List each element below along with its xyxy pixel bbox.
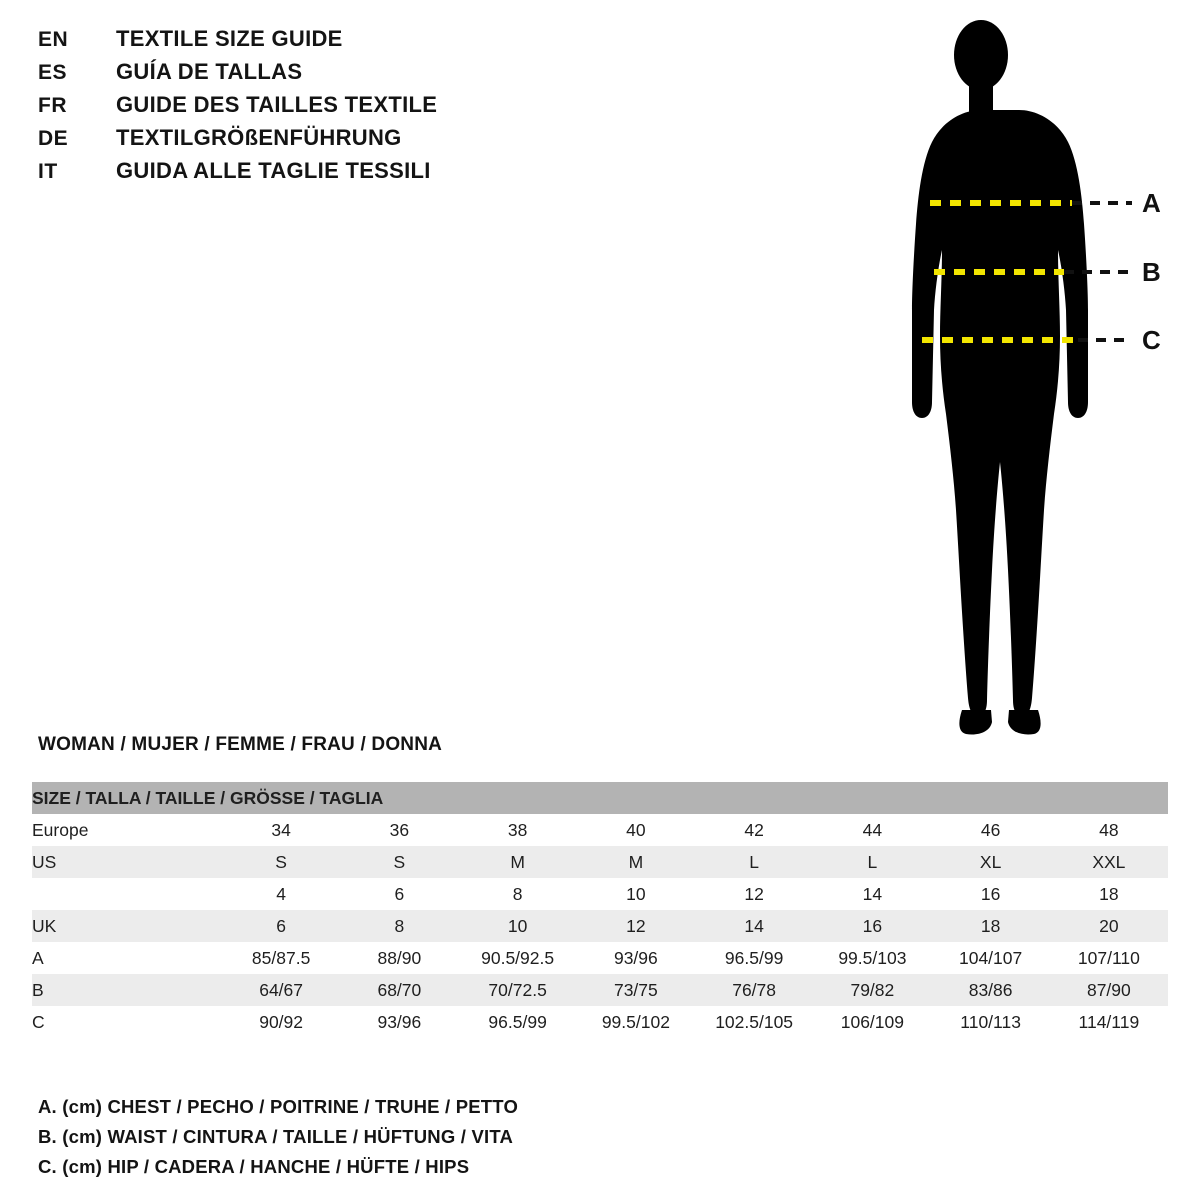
cell-uk-6: 16 [862, 915, 883, 936]
cell-b-5: 76/78 [732, 979, 777, 1000]
cell-uk-4: 12 [626, 915, 646, 936]
cell-europe-2: 36 [389, 819, 410, 840]
title-lang-fr: FR [38, 94, 67, 117]
title-row [38, 59, 658, 92]
title-row [38, 26, 658, 59]
cell-us-6: L [867, 851, 878, 872]
table-row [32, 910, 1168, 942]
cell-usnum-6: 14 [862, 883, 883, 904]
row-label-a: A [32, 947, 44, 968]
cell-c-7: 110/113 [960, 1011, 1021, 1032]
table-header-row [32, 782, 1168, 814]
row-label-us: US [32, 851, 57, 872]
cell-b-1: 64/67 [259, 979, 304, 1000]
table-row [32, 814, 1168, 846]
row-label-c: C [32, 1011, 45, 1032]
cell-b-4: 73/75 [613, 979, 658, 1000]
cell-europe-3: 38 [507, 819, 528, 840]
cell-b-7: 83/86 [968, 979, 1013, 1000]
title-text-en: TEXTILE SIZE GUIDE [116, 26, 343, 51]
cell-b-8: 87/90 [1086, 979, 1131, 1000]
row-label-b: B [32, 979, 44, 1000]
cell-usnum-5: 12 [744, 883, 764, 904]
title-lang-es: ES [38, 61, 68, 84]
table-row [32, 846, 1168, 878]
marker-label-c: C [1142, 325, 1161, 355]
cell-a-7: 104/107 [958, 947, 1023, 968]
title-text-de: TEXTILGRÖßENFÜHRUNG [116, 125, 402, 150]
title-row [38, 125, 658, 158]
marker-label-a: A [1142, 188, 1161, 218]
cell-europe-4: 40 [626, 819, 646, 840]
title-text-it: GUIDA ALLE TAGLIE TESSILI [116, 158, 431, 183]
table-row [32, 878, 1168, 910]
title-lang-de: DE [38, 127, 69, 150]
marker-label-b: B [1142, 257, 1161, 287]
title-row [38, 158, 658, 191]
cell-c-1: 90/92 [259, 1011, 304, 1032]
cell-uk-2: 8 [394, 915, 405, 936]
cell-a-4: 93/96 [613, 947, 658, 968]
cell-uk-7: 18 [980, 915, 1001, 936]
cell-b-3: 70/72.5 [488, 979, 547, 1000]
cell-us-1: S [275, 851, 287, 872]
row-label-uk: UK [32, 915, 57, 936]
cell-a-1: 85/87.5 [251, 947, 311, 968]
section-caption: WOMAN / MUJER / FEMME / FRAU / DONNA [38, 734, 443, 755]
title-lang-it: IT [38, 160, 58, 183]
title-text-fr: GUIDE DES TAILLES TEXTILE [116, 92, 438, 117]
cell-uk-1: 6 [276, 915, 286, 936]
body-measurement-diagram [850, 10, 1180, 740]
cell-usnum-3: 8 [512, 883, 523, 904]
cell-us-4: M [628, 851, 644, 872]
legend-line-chest: A. (cm) CHEST / PECHO / POITRINE / TRUHE / PETTO [38, 1096, 519, 1117]
row-label-us-numeric [32, 878, 222, 910]
cell-a-3: 90.5/92.5 [481, 947, 555, 968]
cell-a-8: 107/110 [1077, 947, 1140, 968]
cell-us-5: L [749, 851, 759, 872]
cell-uk-8: 20 [1099, 915, 1119, 936]
cell-uk-3: 10 [507, 915, 528, 936]
cell-a-5: 96.5/99 [724, 947, 784, 968]
cell-b-6: 79/82 [850, 979, 895, 1000]
cell-europe-8: 48 [1099, 819, 1119, 840]
cell-europe-1: 34 [271, 819, 291, 840]
legend-line-hip: C. (cm) HIP / CADERA / HANCHE / HÜFTE / HIPS [38, 1156, 470, 1177]
table-row [32, 974, 1168, 1006]
cell-usnum-4: 10 [626, 883, 646, 904]
measurement-legend [38, 1092, 838, 1182]
cell-europe-7: 46 [980, 819, 1001, 840]
table-header-label: SIZE / TALLA / TAILLE / GRÖSSE / TAGLIA [32, 787, 384, 808]
table-row [32, 1006, 1168, 1038]
cell-europe-6: 44 [862, 819, 883, 840]
title-text-es: GUÍA DE TALLAS [116, 59, 303, 84]
female-silhouette [912, 20, 1088, 735]
cell-c-4: 99.5/102 [601, 1011, 670, 1032]
title-block [38, 26, 658, 191]
cell-usnum-2: 6 [394, 883, 405, 904]
cell-usnum-7: 16 [980, 883, 1001, 904]
size-table [32, 782, 1168, 1038]
cell-us-2: S [393, 851, 406, 872]
table-row [32, 942, 1168, 974]
cell-usnum-1: 4 [276, 883, 286, 904]
cell-us-8: XXL [1092, 851, 1126, 872]
legend-line-waist: B. (cm) WAIST / CINTURA / TAILLE / HÜFTUNG / VITA [38, 1126, 514, 1147]
cell-a-2: 88/90 [377, 947, 422, 968]
cell-usnum-8: 18 [1099, 883, 1119, 904]
cell-c-8: 114/119 [1078, 1011, 1140, 1032]
title-lang-en: EN [38, 28, 69, 51]
cell-c-6: 106/109 [840, 1011, 904, 1032]
cell-a-6: 99.5/103 [838, 947, 907, 968]
cell-uk-5: 14 [744, 915, 764, 936]
cell-c-2: 93/96 [377, 1011, 422, 1032]
cell-c-5: 102.5/105 [715, 1011, 794, 1032]
title-row [38, 92, 658, 125]
row-label-europe: Europe [32, 819, 89, 840]
cell-europe-5: 42 [744, 819, 764, 840]
size-table-wrapper [32, 782, 1168, 1038]
cell-us-3: M [510, 851, 525, 872]
cell-b-2: 68/70 [377, 979, 422, 1000]
cell-us-7: XL [979, 851, 1002, 872]
cell-c-3: 96.5/99 [488, 1011, 547, 1032]
